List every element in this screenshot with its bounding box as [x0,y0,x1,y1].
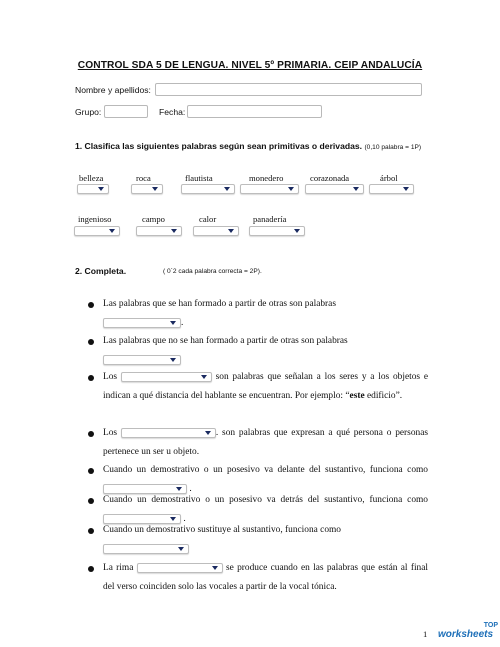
list-item [103,559,428,597]
answer-dropdown-4[interactable] [121,428,216,438]
topworksheets-logo [438,622,498,640]
chevron-down-icon [294,229,300,233]
section1-heading [75,141,421,151]
section1-note: (0,10 palabra = 1P) [364,144,422,151]
item-text: . son palabras que expresan a qué persona o personas pertenece un ser u objeto. [103,428,429,457]
name-label: Nombre y apellidos: [75,85,151,95]
date-field[interactable] [187,105,322,118]
logo-bottom-text: worksheets [438,629,494,640]
chevron-down-icon [212,566,218,570]
chevron-down-icon [224,187,230,191]
chevron-down-icon [403,187,409,191]
item-text: La rima [103,563,134,573]
item-text: edificio”. [364,391,403,401]
item-text: Los [103,372,118,382]
list-item [103,332,428,370]
item-text-bold: este [349,391,365,401]
bullet-icon [88,302,94,308]
bullet-icon [88,566,94,572]
item-text: . [181,318,184,328]
bullet-icon [88,528,94,534]
dropdown-flautista[interactable] [181,184,235,194]
item-text: . [183,514,186,524]
word-monedero: monedero [249,173,284,183]
dropdown-roca[interactable] [131,184,163,194]
chevron-down-icon [201,375,207,379]
word-belleza: belleza [79,173,104,183]
chevron-down-icon [171,229,177,233]
chevron-down-icon [152,187,158,191]
list-item [103,424,428,462]
word-arbol: árbol [380,173,398,183]
list-item [103,521,428,559]
item-text: se produce cuando en las palabras que están al final del verso coinciden solo las vocales a partir de la vocal tónica. [103,563,429,592]
item-text: Las palabras que no se han formado a partir de otras son palabras [103,336,348,346]
bullet-icon [88,498,94,504]
dropdown-belleza[interactable] [77,184,109,194]
word-flautista: flautista [185,173,213,183]
chevron-down-icon [109,229,115,233]
chevron-down-icon [178,547,184,551]
dropdown-monedero[interactable] [240,184,299,194]
chevron-down-icon [170,358,176,362]
section1-heading-text: 1. Clasifica las siguientes palabras según sean primitivas o derivadas. [75,141,363,151]
section2-heading: 2. Completa. [75,266,127,276]
answer-dropdown-3[interactable] [121,372,212,382]
answer-dropdown-1[interactable] [103,318,184,328]
name-field[interactable] [155,83,422,96]
chevron-down-icon [170,321,176,325]
dropdown-corazonada[interactable] [305,184,364,194]
bullet-icon [88,339,94,345]
bullet-icon [88,431,94,437]
list-item [103,295,428,333]
word-corazonada: corazonada [310,173,350,183]
group-field[interactable] [104,105,148,118]
word-campo: campo [142,214,165,224]
page-title: CONTROL SDA 5 DE LENGUA. NIVEL 5º PRIMARIA. CEIP ANDALUCÍA [77,60,423,71]
dropdown-calor[interactable] [193,226,239,236]
answer-dropdown-7[interactable] [103,544,189,554]
item-text: son palabras que señalan a los seres y a los objetos e indican a qué distancia del hablante se encuentran. Por ejemplo: “ [103,372,428,401]
chevron-down-icon [288,187,294,191]
logo-top-text: TOP [483,622,498,629]
chevron-down-icon [205,431,211,435]
dropdown-arbol[interactable] [369,184,414,194]
answer-dropdown-8[interactable] [137,563,223,573]
list-item [103,368,428,406]
answer-dropdown-2[interactable] [103,355,181,365]
item-text: Cuando un demostrativo sustituye al sustantivo, funciona como [103,525,341,535]
section2-note: ( 0´2 cada palabra correcta = 2P). [163,268,262,275]
bullet-icon [88,468,94,474]
word-ingenioso: ingenioso [78,214,112,224]
dropdown-ingenioso[interactable] [74,226,120,236]
dropdown-campo[interactable] [136,226,182,236]
word-roca: roca [136,173,151,183]
chevron-down-icon [228,229,234,233]
item-text: . [189,484,192,494]
page-number: 1 [423,629,428,639]
word-calor: calor [199,214,217,224]
chevron-down-icon [353,187,359,191]
chevron-down-icon [98,187,104,191]
item-text: Las palabras que se han formado a partir de otras son palabras [103,299,336,309]
date-label: Fecha: [159,107,186,117]
item-text: Los [103,428,118,438]
item-text: Cuando un demostrativo o un posesivo va delante del sustantivo, funciona como [103,465,428,475]
dropdown-panaderia[interactable] [249,226,305,236]
bullet-icon [88,375,94,381]
item-text: Cuando un demostrativo o un posesivo va detrás del sustantivo, funciona como [103,495,428,505]
word-panaderia: panadería [253,214,287,224]
group-label: Grupo: [75,107,102,117]
